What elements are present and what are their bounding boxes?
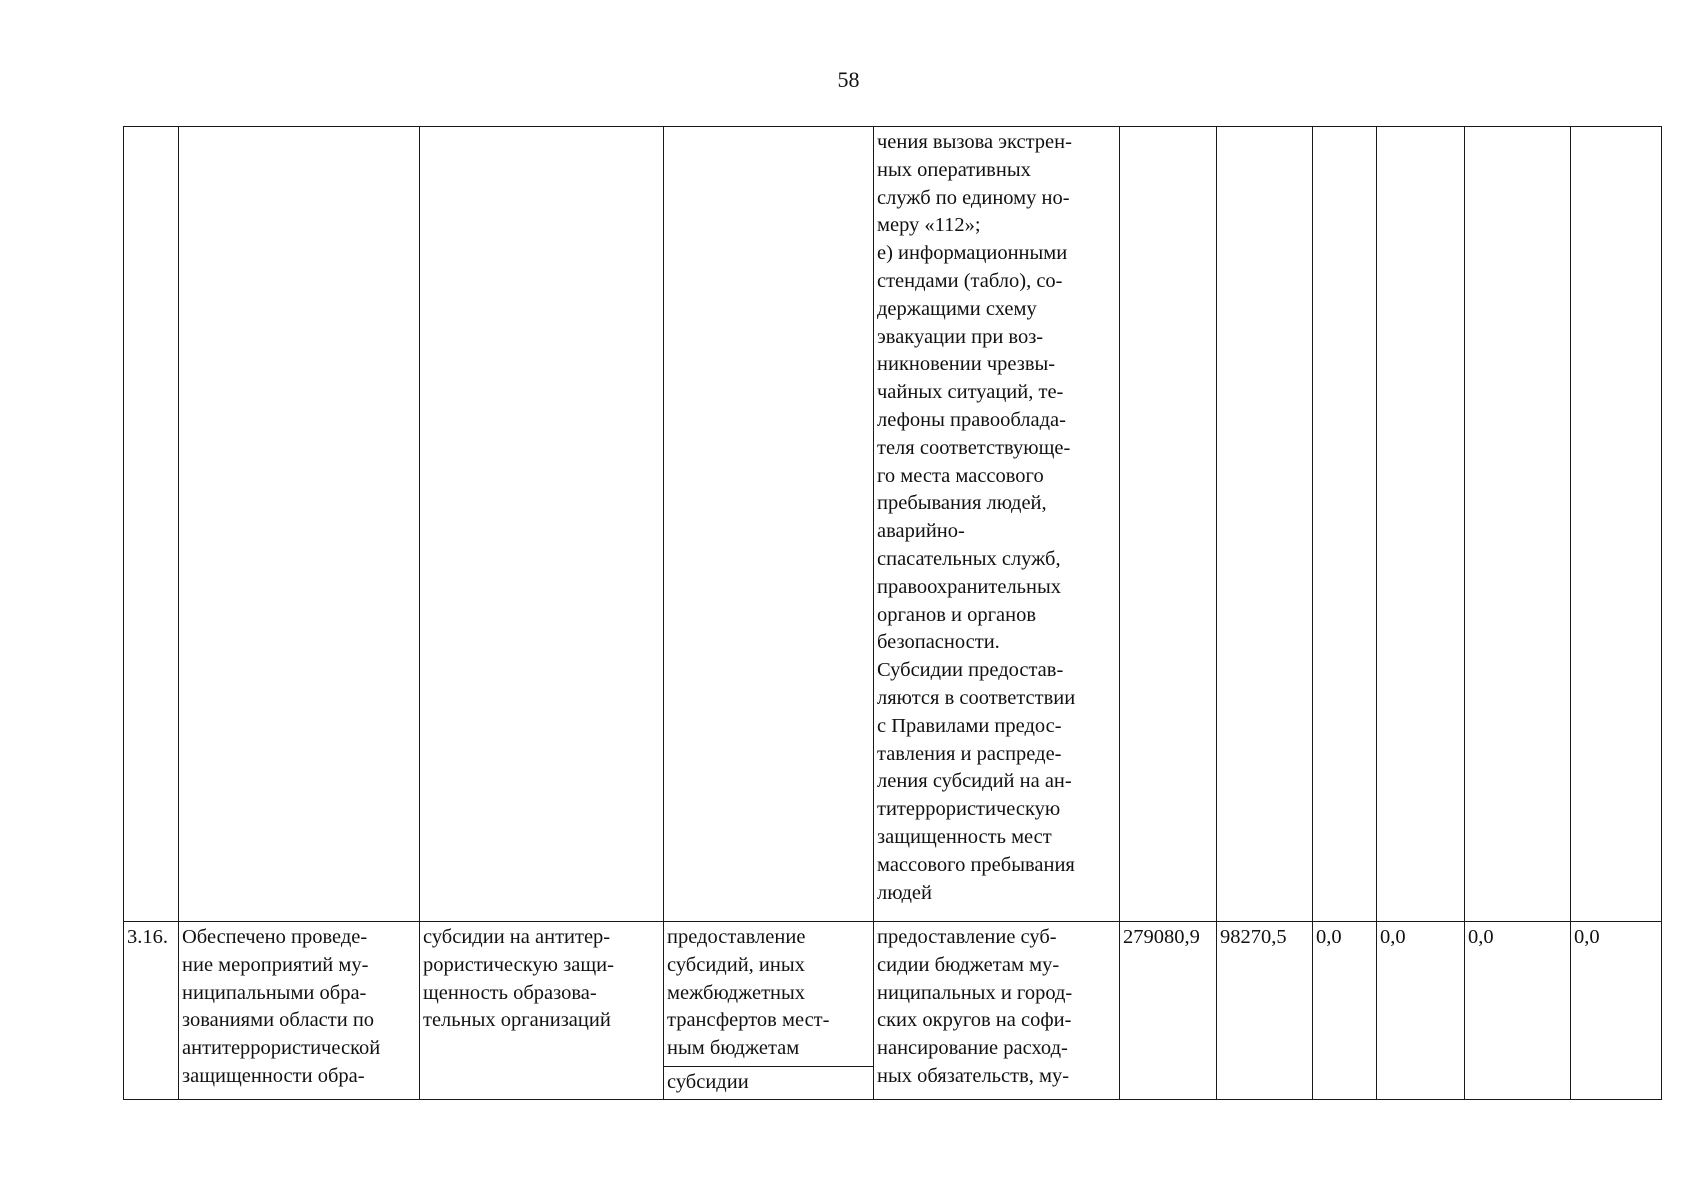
text-line: ных обязательств, му- [877, 1064, 1070, 1087]
text-line: стендами (табло), со- [877, 269, 1063, 292]
text-line: защищенность мест [877, 825, 1052, 848]
cell-description-continued [874, 127, 1120, 922]
program-table [123, 126, 1662, 1100]
cell-measure-empty [420, 127, 664, 922]
measure-text [423, 924, 660, 1035]
text-line: чения вызова экстрен- [877, 131, 1072, 153]
cell-value-6: 0,0 [1571, 922, 1662, 1100]
text-line: тельных организаций [423, 1009, 611, 1032]
text-line: меру «112»; [877, 214, 981, 237]
text-line: ниципальными обра- [182, 981, 367, 1004]
text-line: ным бюджетам [667, 1037, 800, 1060]
cell-value-empty [1571, 127, 1662, 922]
text-line: ных оперативных [877, 158, 1031, 181]
text-line: служб по единому но- [877, 186, 1070, 209]
text-line: рористическую защи- [423, 953, 614, 976]
cell-value-5: 0,0 [1465, 922, 1571, 1100]
description-continued-text [877, 129, 1116, 907]
cell-type [664, 922, 874, 1067]
text-line: никновении чрезвы- [877, 353, 1056, 376]
text-line: ниципальных и город- [877, 981, 1073, 1004]
text-line: предоставление суб- [877, 926, 1057, 948]
text-line: безопасности. [877, 631, 1000, 654]
text-line: аварийно- [877, 520, 965, 543]
type-text [667, 924, 870, 1063]
page-number: 58 [837, 67, 860, 92]
text-line: ляются в соответствии [877, 686, 1076, 709]
text-line: теля соответствующе- [877, 436, 1071, 459]
cell-value-3: 0,0 [1313, 922, 1377, 1100]
cell-type-empty [664, 127, 874, 922]
text-line: органов и органов [877, 603, 1037, 626]
text-line: трансфертов мест- [667, 1009, 830, 1032]
text-line: е) информационными [877, 242, 1068, 265]
cell-value-2: 98270,5 [1217, 922, 1313, 1100]
text-line: ления субсидий на ан- [877, 770, 1072, 793]
cell-value-empty [1120, 127, 1217, 922]
text-line: пребывания людей, [877, 492, 1047, 515]
text-line: нансирование расход- [877, 1037, 1068, 1060]
text-line: держащими схему [877, 297, 1037, 320]
table-row-continued [124, 127, 1662, 922]
cell-value-empty [1217, 127, 1313, 922]
cell-measure [420, 922, 664, 1100]
cell-result-empty [179, 127, 420, 922]
text-line: субсидии на антитер- [423, 926, 611, 948]
text-line: лефоны правооблада- [877, 408, 1066, 431]
description-text [877, 924, 1116, 1091]
text-line: тавления и распреде- [877, 742, 1062, 765]
cell-value-empty [1465, 127, 1571, 922]
text-line: щенность образова- [423, 981, 597, 1004]
text-line: Субсидии предостав- [877, 659, 1064, 682]
cell-value-1: 279080,9 [1120, 922, 1217, 1100]
text-line: сидии бюджетам му- [877, 953, 1060, 976]
cell-result [179, 922, 420, 1100]
result-text [182, 924, 416, 1091]
cell-subtype: субсидии [664, 1067, 874, 1100]
text-line: эвакуации при воз- [877, 325, 1044, 348]
text-line: зованиями области по [182, 1009, 375, 1032]
text-line: ние мероприятий му- [182, 953, 369, 976]
text-line: с Правилами предос- [877, 714, 1062, 737]
text-line: го места массового [877, 464, 1044, 487]
text-line: межбюджетных [667, 981, 806, 1004]
cell-value-4: 0,0 [1377, 922, 1465, 1100]
text-line: ских округов на софи- [877, 1009, 1072, 1032]
cell-number: 3.16. [124, 922, 179, 1100]
text-line: чайных ситуаций, те- [877, 381, 1064, 404]
text-line: антитеррористической [182, 1037, 381, 1060]
text-line: спасательных служб, [877, 547, 1061, 570]
text-line: Обеспечено проведе- [182, 926, 368, 948]
cell-number-empty [124, 127, 179, 922]
text-line: правоохранительных [877, 575, 1062, 598]
text-line: титеррористическую [877, 798, 1061, 821]
text-line: защищенности обра- [182, 1064, 365, 1087]
text-line: субсидий, иных [667, 953, 805, 976]
text-line: людей [877, 881, 933, 904]
cell-value-empty [1313, 127, 1377, 922]
table-row-3-16 [124, 922, 1662, 1067]
cell-description [874, 922, 1120, 1100]
text-line: массового пребывания [877, 853, 1075, 876]
cell-value-empty [1377, 127, 1465, 922]
text-line: предоставление [667, 926, 806, 948]
